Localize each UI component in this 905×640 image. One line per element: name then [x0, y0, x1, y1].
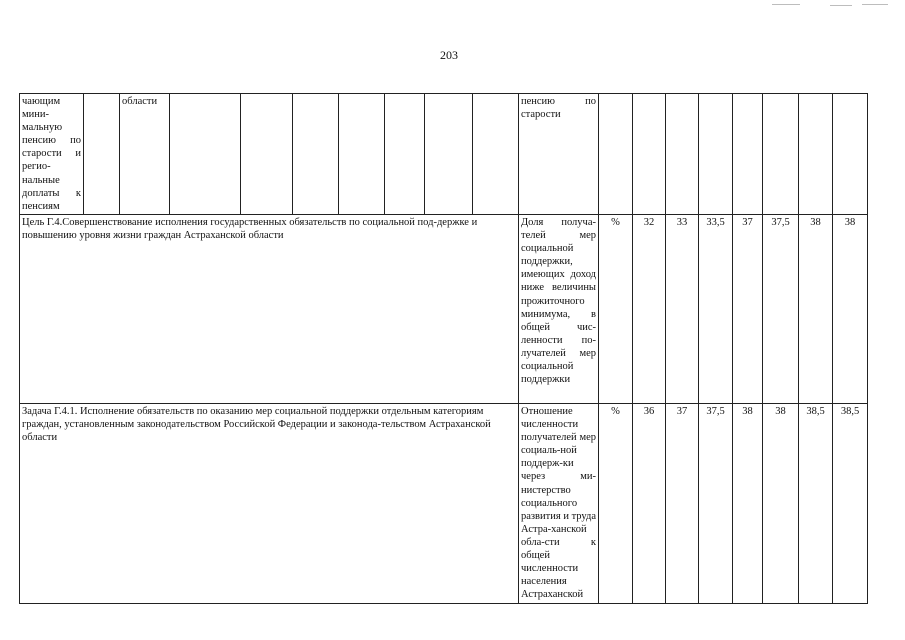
empty-cell	[733, 94, 763, 215]
scan-artifact	[862, 4, 888, 5]
value-cell: 32	[633, 215, 666, 404]
value-cell: 33,5	[699, 215, 733, 404]
table-row-task	[20, 404, 868, 604]
scan-artifact	[830, 5, 852, 6]
table-row-goal	[20, 215, 868, 404]
indicator-cell: Отношение численности получателей мер социаль-ной поддерж-ки через ми-нистерство социального развития и труда Астра-ханской обла-сти к общей численности населения Астраханской	[519, 404, 599, 604]
scan-artifact	[772, 4, 800, 5]
value-cell: 38	[799, 215, 833, 404]
empty-cell	[339, 94, 385, 215]
empty-cell	[699, 94, 733, 215]
indicator-cell: пенсию по старости	[519, 94, 599, 215]
empty-cell	[763, 94, 799, 215]
unit-cell: %	[599, 215, 633, 404]
value-cell: 38	[763, 404, 799, 604]
beneficiary-category-cell: чающим мини-мальную пенсию по старости и регио-нальные доплаты к пенсиям	[20, 94, 84, 215]
value-cell: 37	[666, 404, 699, 604]
unit-cell: %	[599, 404, 633, 604]
empty-cell	[799, 94, 833, 215]
value-cell: 38	[833, 215, 868, 404]
goal-title-cell: Цель Г.4.Совершенствование исполнения государственных обязательств по социальной под-держке и повышению уровня жизни граждан Астраханской области	[20, 215, 519, 404]
value-cell: 37,5	[763, 215, 799, 404]
empty-cell	[170, 94, 241, 215]
empty-cell	[425, 94, 473, 215]
value-cell: 38,5	[833, 404, 868, 604]
empty-cell	[241, 94, 293, 215]
empty-cell	[84, 94, 120, 215]
empty-cell	[293, 94, 339, 215]
value-cell: 33	[666, 215, 699, 404]
indicators-table	[19, 93, 868, 604]
table-row-continuation	[20, 94, 868, 215]
indicator-cell: Доля получа-телей мер социальной поддержки, имеющих доход ниже величины прожиточного минимума, в общей чис-ленности по-лучателей мер социальной поддержки	[519, 215, 599, 404]
empty-cell	[473, 94, 519, 215]
value-cell: 37	[733, 215, 763, 404]
empty-cell	[833, 94, 868, 215]
task-title-cell: Задача Г.4.1. Исполнение обязательств по оказанию мер социальной поддержки отдельным категориям граждан, установленным законодательством Российской Федерации и законода-тельством Астраханской области	[20, 404, 519, 604]
value-cell: 36	[633, 404, 666, 604]
empty-cell	[633, 94, 666, 215]
empty-cell	[599, 94, 633, 215]
value-cell: 38	[733, 404, 763, 604]
empty-cell	[666, 94, 699, 215]
page-number: 203	[440, 48, 458, 62]
region-cell: области	[120, 94, 170, 215]
value-cell: 38,5	[799, 404, 833, 604]
value-cell: 37,5	[699, 404, 733, 604]
empty-cell	[385, 94, 425, 215]
